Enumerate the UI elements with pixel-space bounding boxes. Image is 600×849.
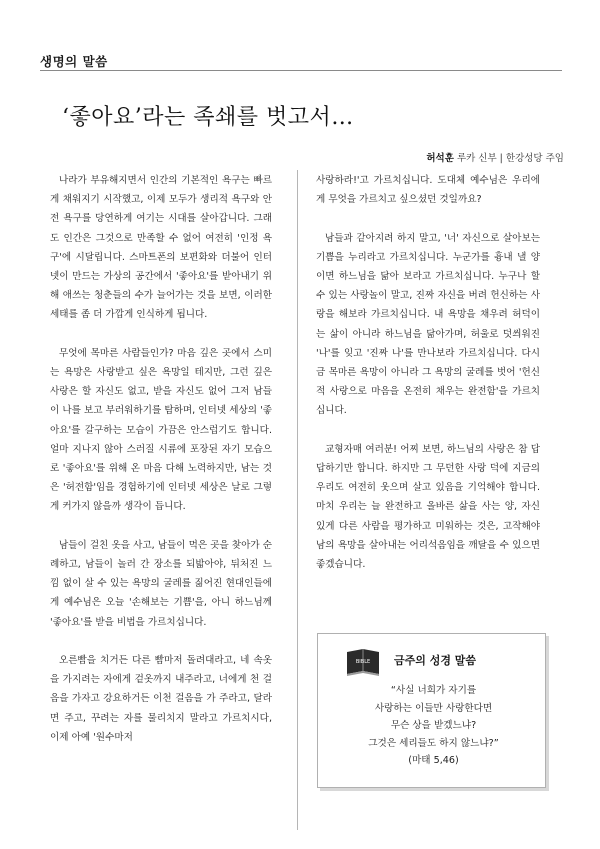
verse-line: 그것은 세리들도 하지 않느냐?”: [368, 737, 499, 749]
verse-line: “사실 너희가 자기를: [390, 685, 477, 696]
svg-text:BIBLE: BIBLE: [355, 659, 371, 665]
section-header: 생명의 말씀: [40, 54, 108, 69]
paragraph: 사랑하라!'고 가르치십니다. 도대체 예수님은 우리에게 무엇을 가르치고 싶으셨던 것일까요?: [316, 175, 540, 206]
author-name: 허석훈: [426, 153, 454, 164]
verse-line: 무슨 상을 받겠느냐?: [390, 720, 477, 731]
paragraph: 남들이 걸친 옷을 사고, 남들이 먹은 곳을 찾아가 순례하고, 남들이 놀러 간 장소를 되밟아야, 뒤처진 느낌 없이 살 수 있는 욕망의 굴레를 짊어진 현대인들에게 예수님은 오늘 '손해보는 기쁨'을, 아니 하느님께 '좋아요'를 받을 비법을 가르치십니다.: [50, 539, 272, 628]
header-divider: [40, 70, 562, 71]
column-divider: [297, 170, 298, 830]
bible-book-icon: [344, 647, 382, 681]
bible-box-title: 금주의 성경 말씀: [394, 654, 477, 667]
paragraph: 교형자매 여러분! 어찌 보면, 하느님의 사랑은 참 답답하기만 합니다. 하지만 그 무던한 사랑 덕에 지금의 우리도 여전히 웃으며 살고 있음을 기억해야 합니다. 마치 우리는 늘 완전하고 올바른 삶을 사는 양, 자신 있게 다른 사람을 평가하고 미워하는 것은, 고작해야 남의 욕망을 살아내는 어리석음임을 깨달을 수 있으면 좋겠습니다.: [316, 443, 540, 571]
weekly-bible-verse-box: [317, 633, 546, 788]
left-column: [50, 171, 272, 766]
paragraph: 무엇에 목마른 사람들인가? 마음 깊은 곳에서 스미는 욕망은 사랑받고 싶은 욕망일 테지만, 그런 깊은 사랑은 할 자신도 없고, 받을 자신도 없어 그저 남들이 나를 보고 부러워하기를 탐하며, 인터넷 세상의 '좋아요'를 갈구하는 모습이 가끔은 안스럽기도 합니다. 얼마 지나지 않아 스러질 시류에 포장된 자기 모습으로 '좋아요'를 위해 온 마음 다해 노력하지만, 남는 것은 '허전함'임을 경험하기에 인터넷 세상은 날로 그렇게 커가지 않을까 생각이 듭니다.: [50, 347, 272, 513]
bible-verse: [332, 682, 535, 770]
verse-line: 사랑하는 이들만 사랑한다면: [374, 702, 493, 714]
author-byline: [426, 150, 564, 164]
right-column: [316, 171, 540, 593]
author-role: 루카 신부 | 한강성당 주임: [456, 153, 564, 164]
paragraph: 오른빰을 치거든 다른 빰마저 돌려대라고, 네 속옷을 가지려는 자에게 겉옷까지 내주라고, 너에게 천 걸음을 가자고 강요하거든 이천 걸음을 가 주라고, 달라면 주고, 꾸려는 자를 물리치지 말라고 가르치시다, 이제 아예 '원수마저: [50, 655, 272, 743]
paragraph: 남들과 같아지려 하지 말고, '너' 자신으로 살아보는 기쁨을 누리라고 가르치십니다. 누군가를 흉내 낼 양이면 하느님을 닮아 보라고 가르치십니다. 누구나 할 수 있는 사랑놀이 말고, 진짜 자신을 버려 헌신하는 사랑을 해보라 가르치십니다. 내 욕망을 채우려 허덕이는 삶이 아니라 하느님을 닮아가며, 허울로 덧씌워진 '나'를 잊고 '진짜 나'를 만나보라 가르치십니다. 다시금 목마른 욕망이 아니라 그 욕망의 굴레를 벗어 '헌신적 사랑으로 마음을 온전히 채우는 완전함'을 가르치십니다.: [316, 232, 540, 417]
verse-reference: (마태 5,46): [408, 755, 459, 766]
paragraph: 나라가 부유해지면서 인간의 기본적인 욕구는 빠르게 채워지기 시작했고, 이제 모두가 생리적 욕구와 안전 욕구를 당연하게 여기는 시대를 살아갑니다. 그래도 인간은 그것으로 만족할 수 없어 여전히 '인정 욕구'에 시달립니다. 스마트폰의 보편화와 더불어 인터넷이 만드는 가상의 공간에서 '좋아요'를 받아내기 위해 애쓰는 청춘들의 수가 늘어가는 것을 보면, 이러한 세태를 좀 더 가깝게 인식하게 됩니다.: [50, 175, 272, 321]
article-title: ‘좋아요’라는 족쇄를 벗고서…: [62, 105, 354, 130]
